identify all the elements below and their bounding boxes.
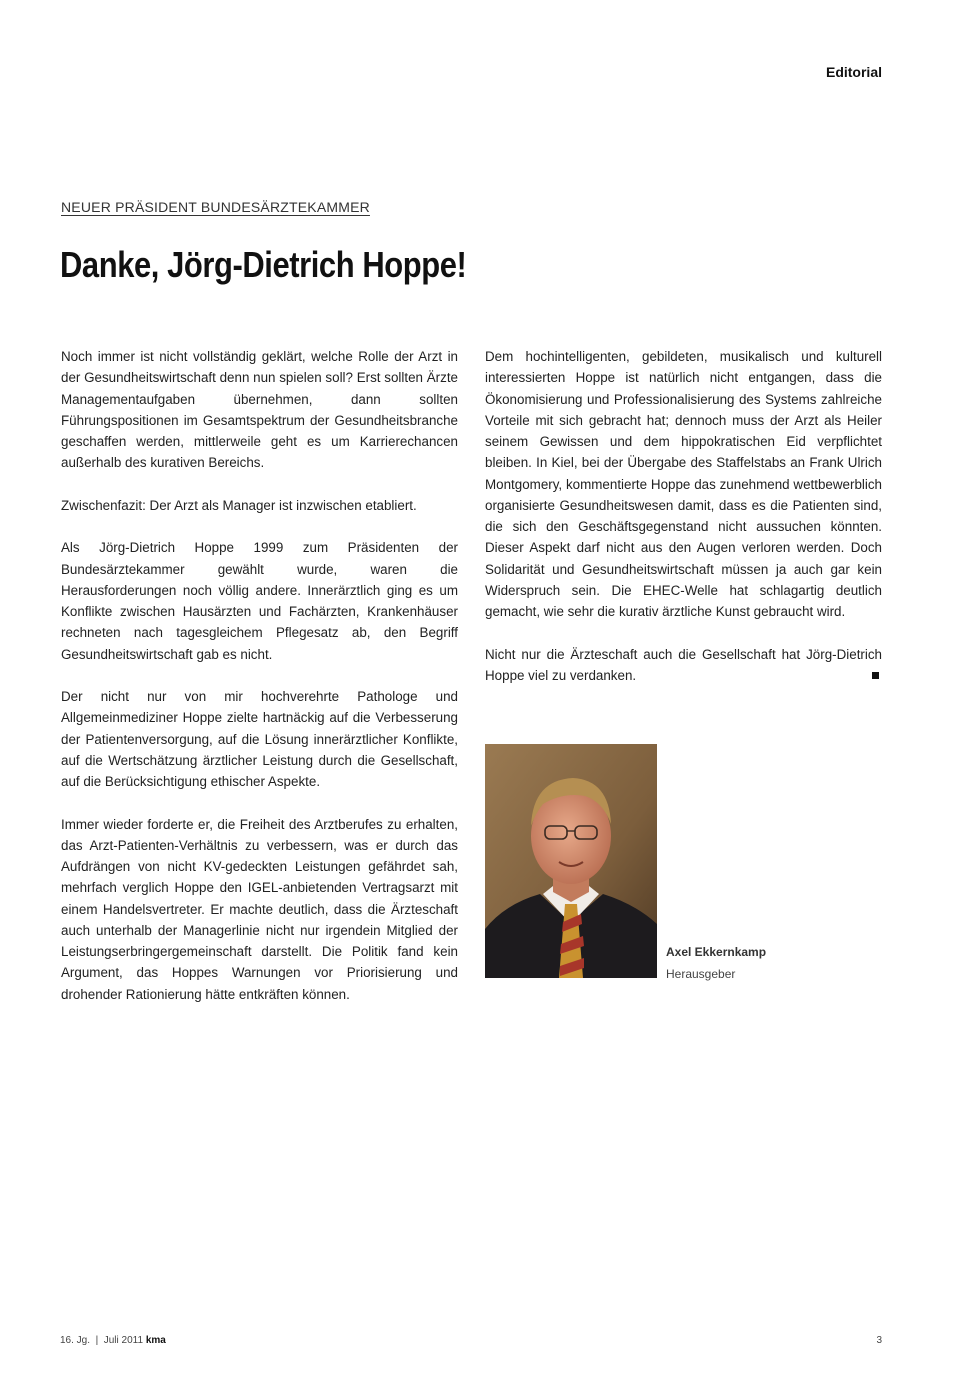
magazine-brand: kma <box>145 1335 166 1346</box>
author-portrait <box>485 744 657 978</box>
paragraph: Dem hochintelligenten, gebildeten, musikalisch und kulturell interessierten Hoppe ist natürlich nicht entgangen, dass die Ökonomisierung und Professionalisierung des Systems zahlreiche Vorteile mit sich gebracht hat; dennoch muss der Arzt als Heiler seinem Gewissen und dem hippokratischen Eid verpflichtet bleiben. In Kiel, bei der Übergabe des Staffelstabs an Frank Ulrich Montgomery, kommentierte Hoppe das zunehmend wettbewerblich organisierte Gesundheitswesen damit, dass es die Patienten sind, die sich den Geschäftsgegenstand nicht aussuchen könnten. Dieser Aspekt darf nicht aus den Augen verloren werden. Doch Solidarität und Gesundheitswirtschaft müssen ja auch gar kein Widerspruch sein. Die EHEC-Welle hat schlagartig deutlich gemacht, wie sehr die kurativ ärztliche Kunst gebraucht wird. <box>485 349 882 619</box>
paragraph: Zwischenfazit: Der Arzt als Manager ist inzwischen etabliert. <box>61 497 417 513</box>
section-label: Editorial <box>825 64 882 80</box>
article-column-right <box>485 346 882 707</box>
author-name: Axel Ekkernkamp <box>666 945 767 959</box>
paragraph-final-text: Nicht nur die Ärzteschaft auch die Gesellschaft hat Jörg-Dietrich Hoppe viel zu verdanken. <box>485 646 882 683</box>
author-role: Herausgeber <box>666 967 736 981</box>
paragraph: Der nicht nur von mir hochverehrte Pathologe und Allgemeinmediziner Hoppe zielte hartnäckig auf die Verbesserung der Patientenversorgung, auf die Lösung innerärztlicher Konflikte, auf die Wertschätzung ärztlicher Leistung durch die Gesellschaft, auf die Berücksichtigung ethischer Aspekte. <box>61 689 458 789</box>
paragraph-final <box>485 644 882 687</box>
article-column-left <box>61 346 458 1026</box>
footer-issue <box>60 1335 166 1346</box>
page-number: 3 <box>876 1335 882 1346</box>
paragraph: Als Jörg-Dietrich Hoppe 1999 zum Präsidenten der Bundesärztekammer gewählt wurde, waren die Herausforderungen noch völlig andere. Innerärztlich ging es um Konflikte zwischen Hausärzten und Fachärzten, Krankenhäuser rechneten nach tagesgleichem Pflegesatz ab, den Begriff Gesundheitswirtschaft gab es nicht. <box>61 540 458 662</box>
end-of-article-mark <box>872 672 879 679</box>
article-kicker: NEUER PRÄSIDENT BUNDESÄRZTEKAMMER <box>61 199 370 215</box>
issue-info: 16. Jg. | Juli 2011 <box>60 1335 144 1346</box>
paragraph: Noch immer ist nicht vollständig geklärt, welche Rolle der Arzt in der Gesundheitswirtschaft denn nun spielen soll? Erst sollten Ärzte Managementaufgaben übernehmen, dann sollten Führungspositionen im Gesamtspektrum der Gesundheitsbranche geschaffen werden, mittlerweile geht es um Karrierechancen außerhalb des kurativen Bereichs. <box>61 349 458 471</box>
paragraph: Immer wieder forderte er, die Freiheit des Arztberufes zu erhalten, das Arzt-Patienten-Verhältnis zu verbessern, was er durch das Aufdrängen von nicht KV-gedeckten Leistungen gefährdet sah, mehrfach verglich Hoppe den IGEL-anbietenden Vertragsarzt mit einem Handelsvertreter. Er machte deutlich, dass die Ärzteschaft auch unterhalb der Managerlinie nicht nur irgendein Mitglied der Leistungserbringergemeinschaft darstellt. Die Politik fand kein Argument, das Hoppes Warnungen vor Priorisierung und drohender Rationierung hätte entkräften können. <box>61 816 458 1002</box>
article-title: Danke, Jörg-Dietrich Hoppe! <box>60 244 467 285</box>
